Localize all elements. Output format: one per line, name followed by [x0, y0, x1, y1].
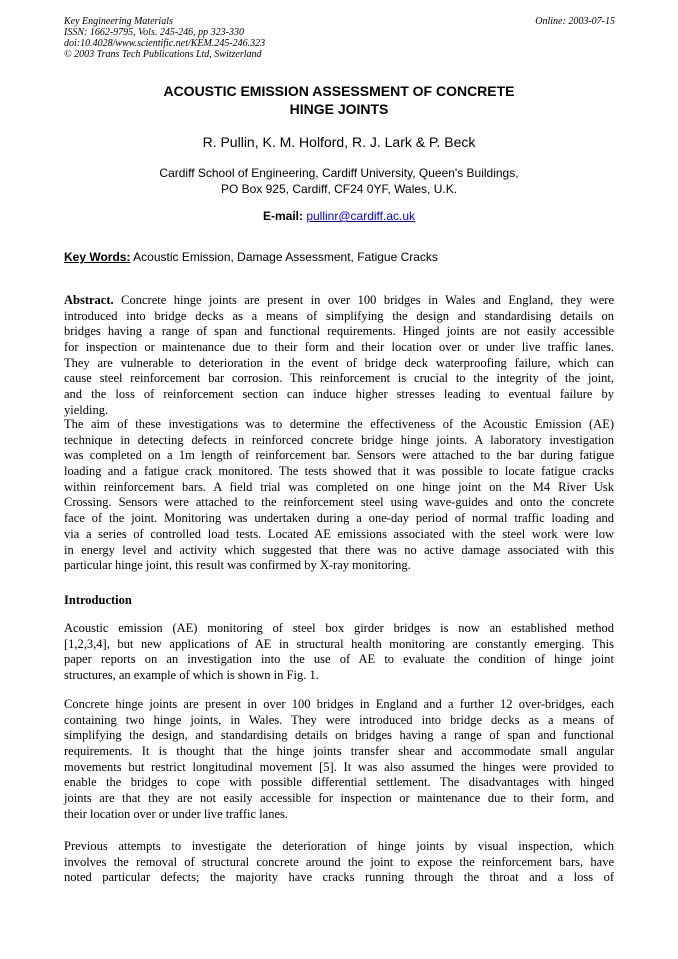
copyright-line: © 2003 Trans Tech Publications Ltd, Switzerland: [64, 49, 262, 60]
email-link[interactable]: pullinr@cardiff.ac.uk: [306, 209, 416, 223]
intro-paragraph-2: Concrete hinge joints are present in over 100 bridges in England and a further 12 over-bridges, each containing two hinge joints, in Wales. They were introduced into bridge decks as a means of simplifying the design, and standardising details on bridges having a range of span and functional requirements. It is thought that the hinge joints transfer shear and accommodate small angular movements but restrict longitudinal movement [5]. It was also assumed the hinges were provided to enable the bridges to cope with possible differential settlement. The disadvantages with hinged joints are that they are not easily accessible for inspection or maintenance due to their form, and their location over or under live traffic lanes.: [64, 697, 614, 821]
author-list: R. Pullin, K. M. Holford, R. J. Lark & P. Beck: [202, 134, 476, 150]
abstract-label: Abstract.: [64, 293, 114, 307]
email-label: E-mail:: [262, 209, 303, 223]
paper-title: ACOUSTIC EMISSION ASSESSMENT OF CONCRETE HINGE JOINTS: [163, 83, 515, 117]
intro-paragraph-1: Acoustic emission (AE) monitoring of steel box girder bridges is now an established method [1,2,3,4], but new applications of AE in structural health monitoring are constantly emerging. This paper reports on an investigation into the use of AE to evaluate the condition of hinge joint structures, an example of which is shown in Fig. 1.: [64, 621, 614, 683]
keywords-text: Acoustic Emission, Damage Assessment, Fatigue Cracks: [133, 250, 438, 264]
journal-name: Key Engineering Materials: [64, 16, 173, 27]
issn-line: ISSN: 1662-9795, Vols. 245-246, pp 323-330: [64, 27, 244, 38]
affiliation: Cardiff School of Engineering, Cardiff University, Queen's Buildings, PO Box 925, Cardiff, CF24 0YF, Wales, U.K.: [159, 166, 519, 196]
online-date: Online: 2003-07-15: [535, 16, 615, 27]
keywords: [64, 249, 438, 265]
intro-paragraph-3: Previous attempts to investigate the deterioration of hinge joints by visual inspection, which involves the removal of structural concrete around the joint to expose the reinforcement bars, have noted particular defects; the majority have cracks running through the throat and a loss of: [64, 839, 614, 885]
journal-header: [64, 16, 265, 60]
introduction-heading: Introduction: [64, 593, 132, 607]
aim-paragraph: The aim of these investigations was to determine the effectiveness of the Acoustic Emission (AE) technique in detecting defects in reinforced concrete bridge hinge joints. A laboratory investigation was completed on a 1m length of reinforcement bar. Sensors were attached to the bar during fatigue loading and a fatigue crack monitored. The tests showed that it was possible to locate fatigue cracks within reinforcement bars. A field trial was completed on one hinge joint on the M4 River Usk Crossing. Sensors were attached to the reinforcement steel using wave-guides and onto the concrete face of the joint. Monitoring was undertaken during a one-day period of normal traffic loading and via a series of controlled load tests. Located AE emissions associated with the steel work were low in energy level and activity which suggested that there was no active damage associated with this particular hinge joint, this result was confirmed by X-ray monitoring.: [64, 417, 614, 573]
keywords-label: Key Words:: [64, 250, 131, 264]
doi-line: doi:10.4028/www.scientific.net/KEM.245-246.323: [64, 38, 266, 49]
contact-email: [64, 208, 614, 224]
abstract-paragraph: Abstract. Concrete hinge joints are present in over 100 bridges in Wales and England, they were introduced into bridge decks as a means of simplifying the design and standardising details on bridges having a range of span and functional requirements. Hinged joints are not easily accessible for inspection or maintenance due to their form and their location over or under live traffic lanes. They are vulnerable to deterioration in the event of bridge deck waterproofing failure, which can cause steel reinforcement bar corrosion. This reinforcement is crucial to the integrity of the joint, and the loss of reinforcement section can induce higher stresses leading to eventual failure by yielding.: [64, 293, 614, 417]
